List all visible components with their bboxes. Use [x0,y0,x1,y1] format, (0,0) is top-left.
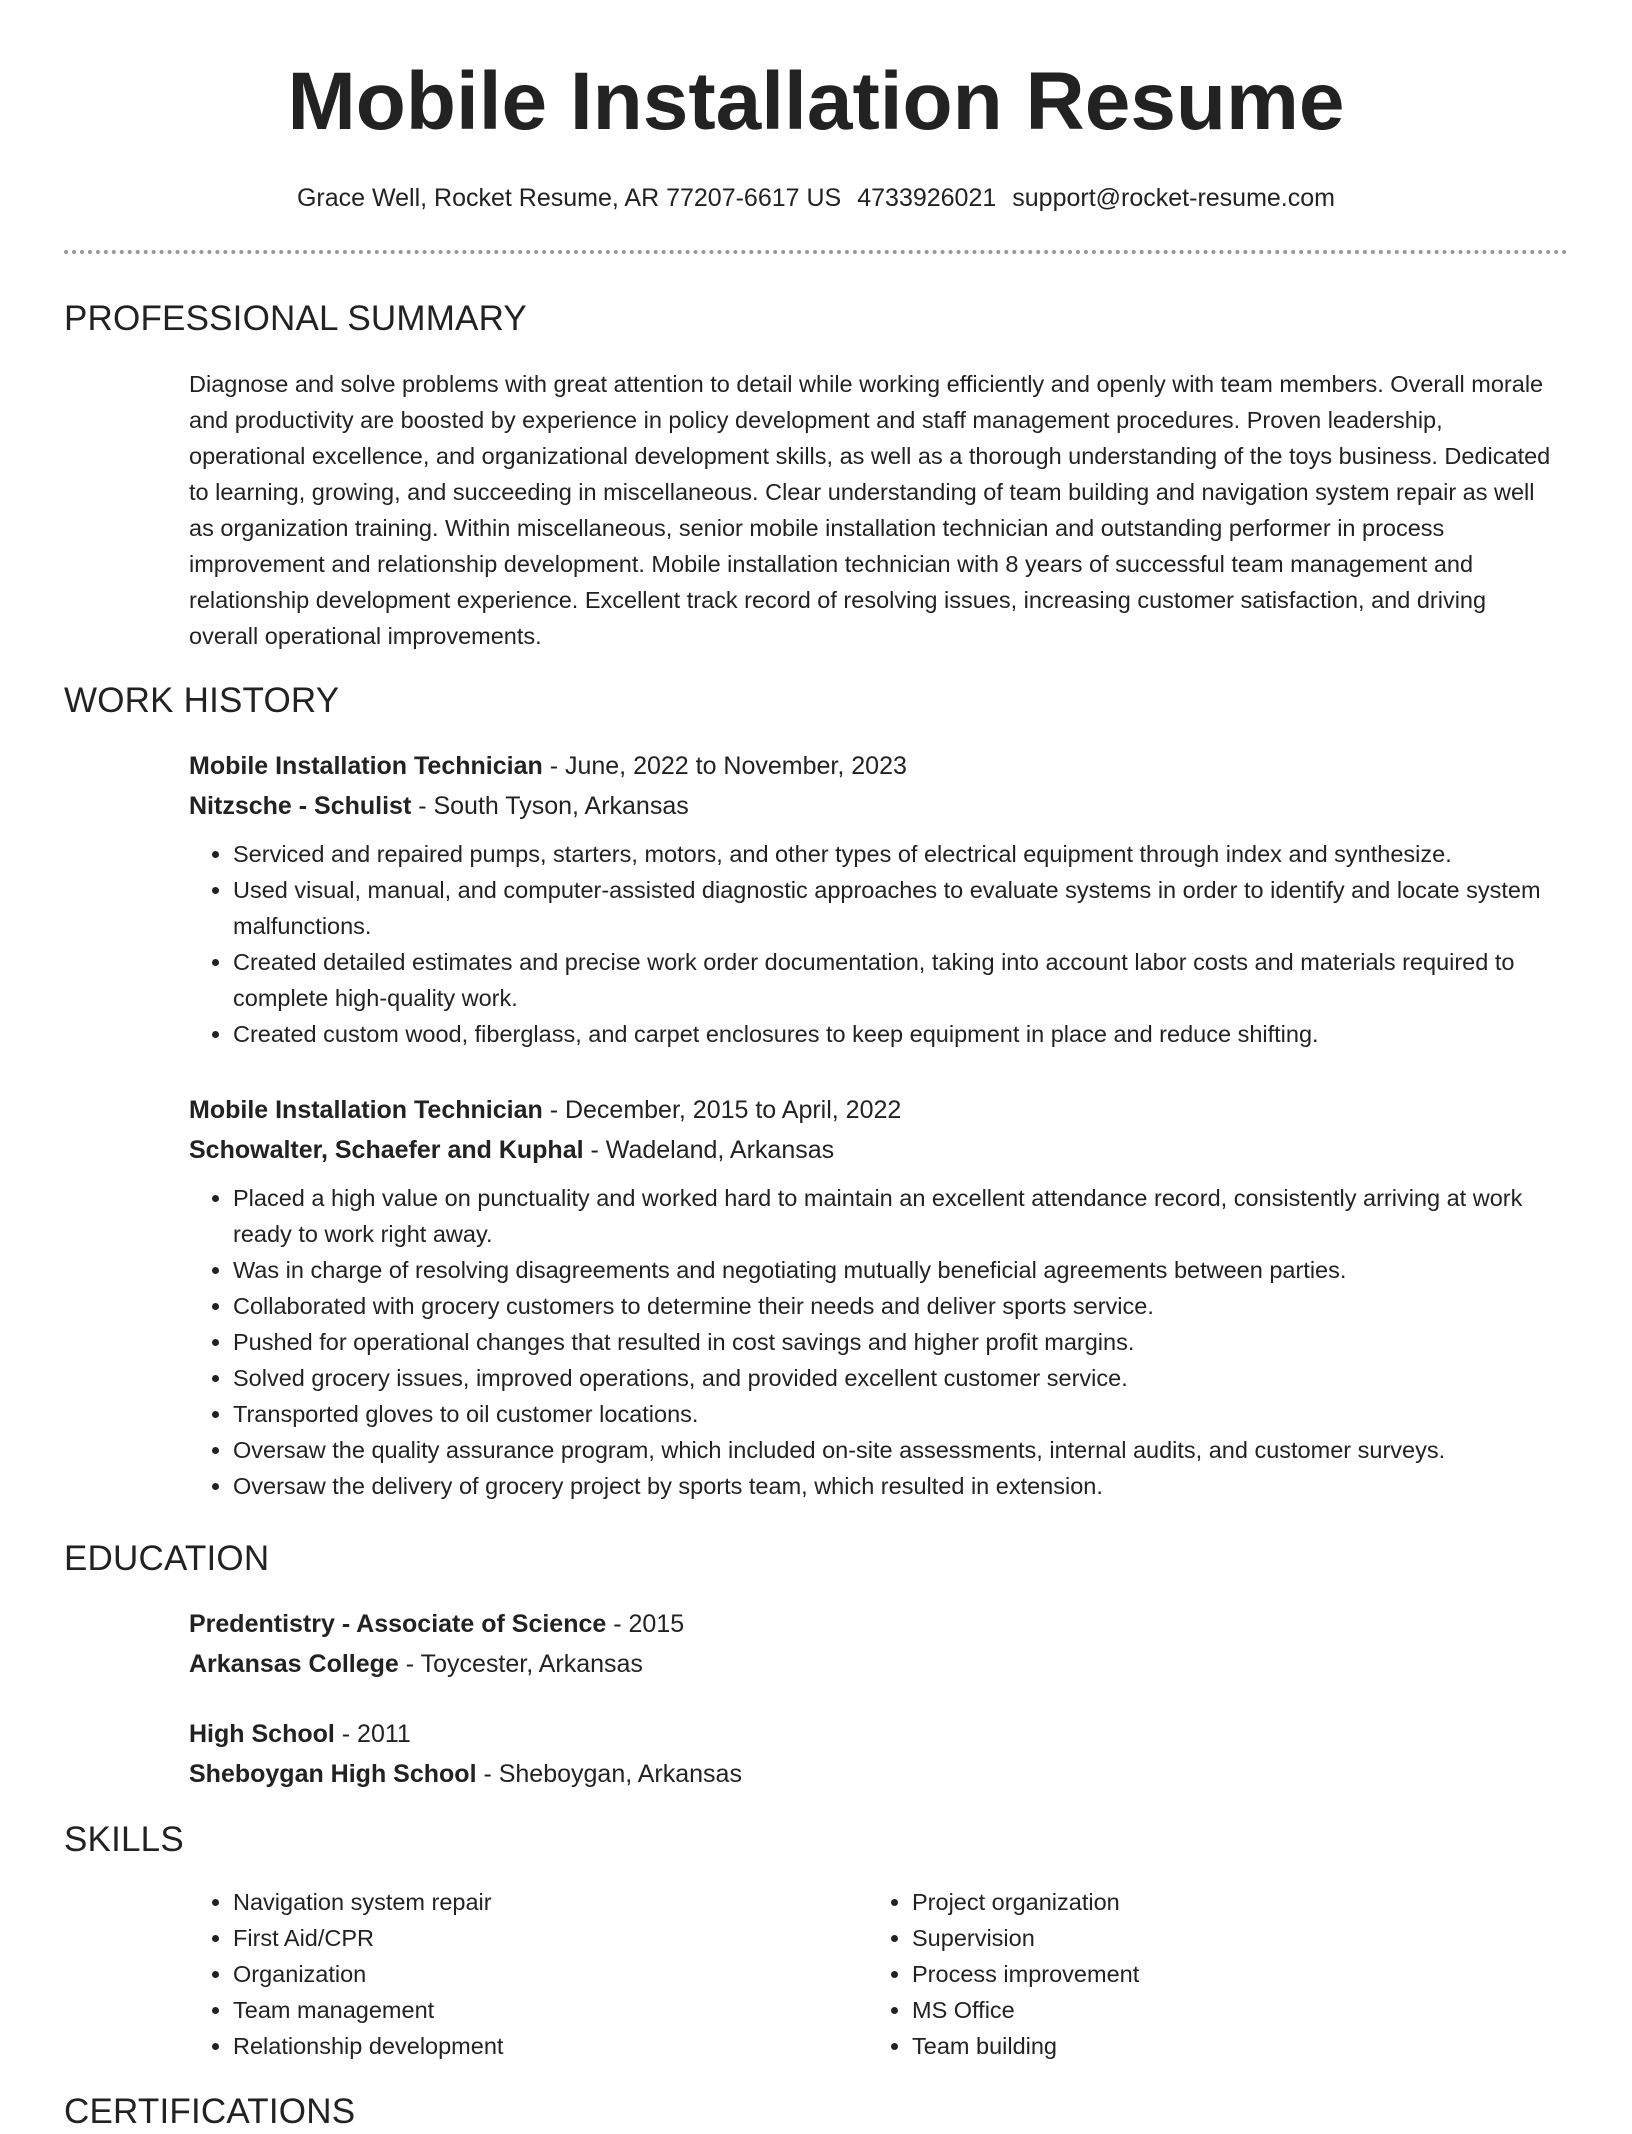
job-title: Mobile Installation Technician [189,1096,543,1124]
skill-item: • Project organization [912,1884,1552,1920]
job-bullet: • Used visual, manual, and computer-assisted diagnostic approaches to evaluate systems in order to identify and locate system malfunctions. [233,872,1569,944]
header-divider [64,250,1568,254]
job-bullets [189,1180,1569,1504]
job-bullet: • Solved grocery issues, improved operations, and provided excellent customer service. [233,1360,1569,1396]
job-entry [189,746,1569,1052]
job-bullet: • Created custom wood, fiberglass, and carpet enclosures to keep equipment in place and reduce shifting. [233,1016,1569,1052]
job-company: Nitzsche - Schulist [189,792,412,820]
skill-item: • First Aid/CPR [233,1920,873,1956]
education-entry [189,1604,1569,1684]
job-location: - South Tyson, Arkansas [411,792,689,820]
job-bullet: • Created detailed estimates and precise work order documentation, taking into account labor costs and materials required to complete high-quality work. [233,944,1569,1016]
job-title-line [189,746,1569,786]
certifications-heading: CERTIFICATIONS [64,2092,356,2131]
contact-line [0,180,1632,216]
skills-heading: SKILLS [64,1820,184,1859]
degree-line [189,1604,1569,1644]
job-bullet: • Placed a high value on punctuality and worked hard to maintain an excellent attendance record, consistently arriving at work ready to work right away. [233,1180,1569,1252]
skills-list-left [189,1884,873,2064]
school-line [189,1644,1569,1684]
summary-text: Diagnose and solve problems with great attention to detail while working efficiently and openly with team members. Overall morale and productivity are boosted by experience in policy development and staff management procedures. Proven leadership, operational excellence, and organizational development skills, as well as a thorough understanding of the toys business. Dedicated to learning, growing, and succeeding in miscellaneous. Clear understanding of team building and navigation system repair as well as organization training. Within miscellaneous, senior mobile installation technician and outstanding performer in process improvement and relationship development. Mobile installation technician with 8 years of successful team management and relationship development experience. Excellent track record of resolving issues, increasing customer satisfaction, and driving overall operational improvements. [189,371,1551,649]
degree: Predentistry - Associate of Science [189,1610,607,1638]
skill-item: • Team management [233,1992,873,2028]
school-location: - Toycester, Arkansas [398,1650,643,1678]
work-history-heading: WORK HISTORY [64,681,340,720]
school: Sheboygan High School [189,1760,477,1788]
job-location: - Wadeland, Arkansas [583,1136,835,1164]
job-title-line [189,1090,1569,1130]
job-company: Schowalter, Schaefer and Kuphal [189,1136,584,1164]
skill-item: • Organization [233,1956,873,1992]
job-dates: - June, 2022 to November, 2023 [542,752,907,780]
school: Arkansas College [189,1650,399,1678]
skill-item: • Team building [912,2028,1552,2064]
contact-email: support@rocket-resume.com [1012,184,1335,212]
job-company-line [189,1130,1569,1170]
skill-item: • Process improvement [912,1956,1552,1992]
school-location: - Sheboygan, Arkansas [476,1760,742,1788]
job-title: Mobile Installation Technician [189,752,543,780]
degree: High School [189,1720,335,1748]
job-bullet: • Transported gloves to oil customer locations. [233,1396,1569,1432]
contact-phone: 4733926021 [857,184,997,212]
degree-line [189,1714,1569,1754]
degree-year: - 2011 [334,1720,411,1748]
job-bullet: • Pushed for operational changes that resulted in cost savings and higher profit margins. [233,1324,1569,1360]
job-bullet: • Collaborated with grocery customers to determine their needs and deliver sports service. [233,1288,1569,1324]
skill-item: • Navigation system repair [233,1884,873,1920]
skill-item: • MS Office [912,1992,1552,2028]
job-bullet: • Was in charge of resolving disagreements and negotiating mutually beneficial agreements between parties. [233,1252,1569,1288]
skill-item: • Relationship development [233,2028,873,2064]
job-bullet: • Oversaw the quality assurance program, which included on-site assessments, internal audits, and customer surveys. [233,1432,1569,1468]
resume-title: Mobile Installation Resume [287,56,1345,147]
job-bullet: • Oversaw the delivery of grocery project by sports team, which resulted in extension. [233,1468,1569,1504]
job-entry [189,1090,1569,1504]
skills-list-right [868,1884,1552,2064]
job-bullet: • Serviced and repaired pumps, starters, motors, and other types of electrical equipment through index and synthesize. [233,836,1569,872]
degree-year: - 2015 [606,1610,685,1638]
job-bullets [189,836,1569,1052]
education-heading: EDUCATION [64,1539,270,1578]
job-dates: - December, 2015 to April, 2022 [542,1096,902,1124]
skill-item: • Supervision [912,1920,1552,1956]
school-line [189,1754,1569,1794]
summary-heading: PROFESSIONAL SUMMARY [64,299,527,338]
education-entry [189,1714,1569,1794]
job-company-line [189,786,1569,826]
contact-address: Grace Well, Rocket Resume, AR 77207-6617 US [296,184,842,212]
